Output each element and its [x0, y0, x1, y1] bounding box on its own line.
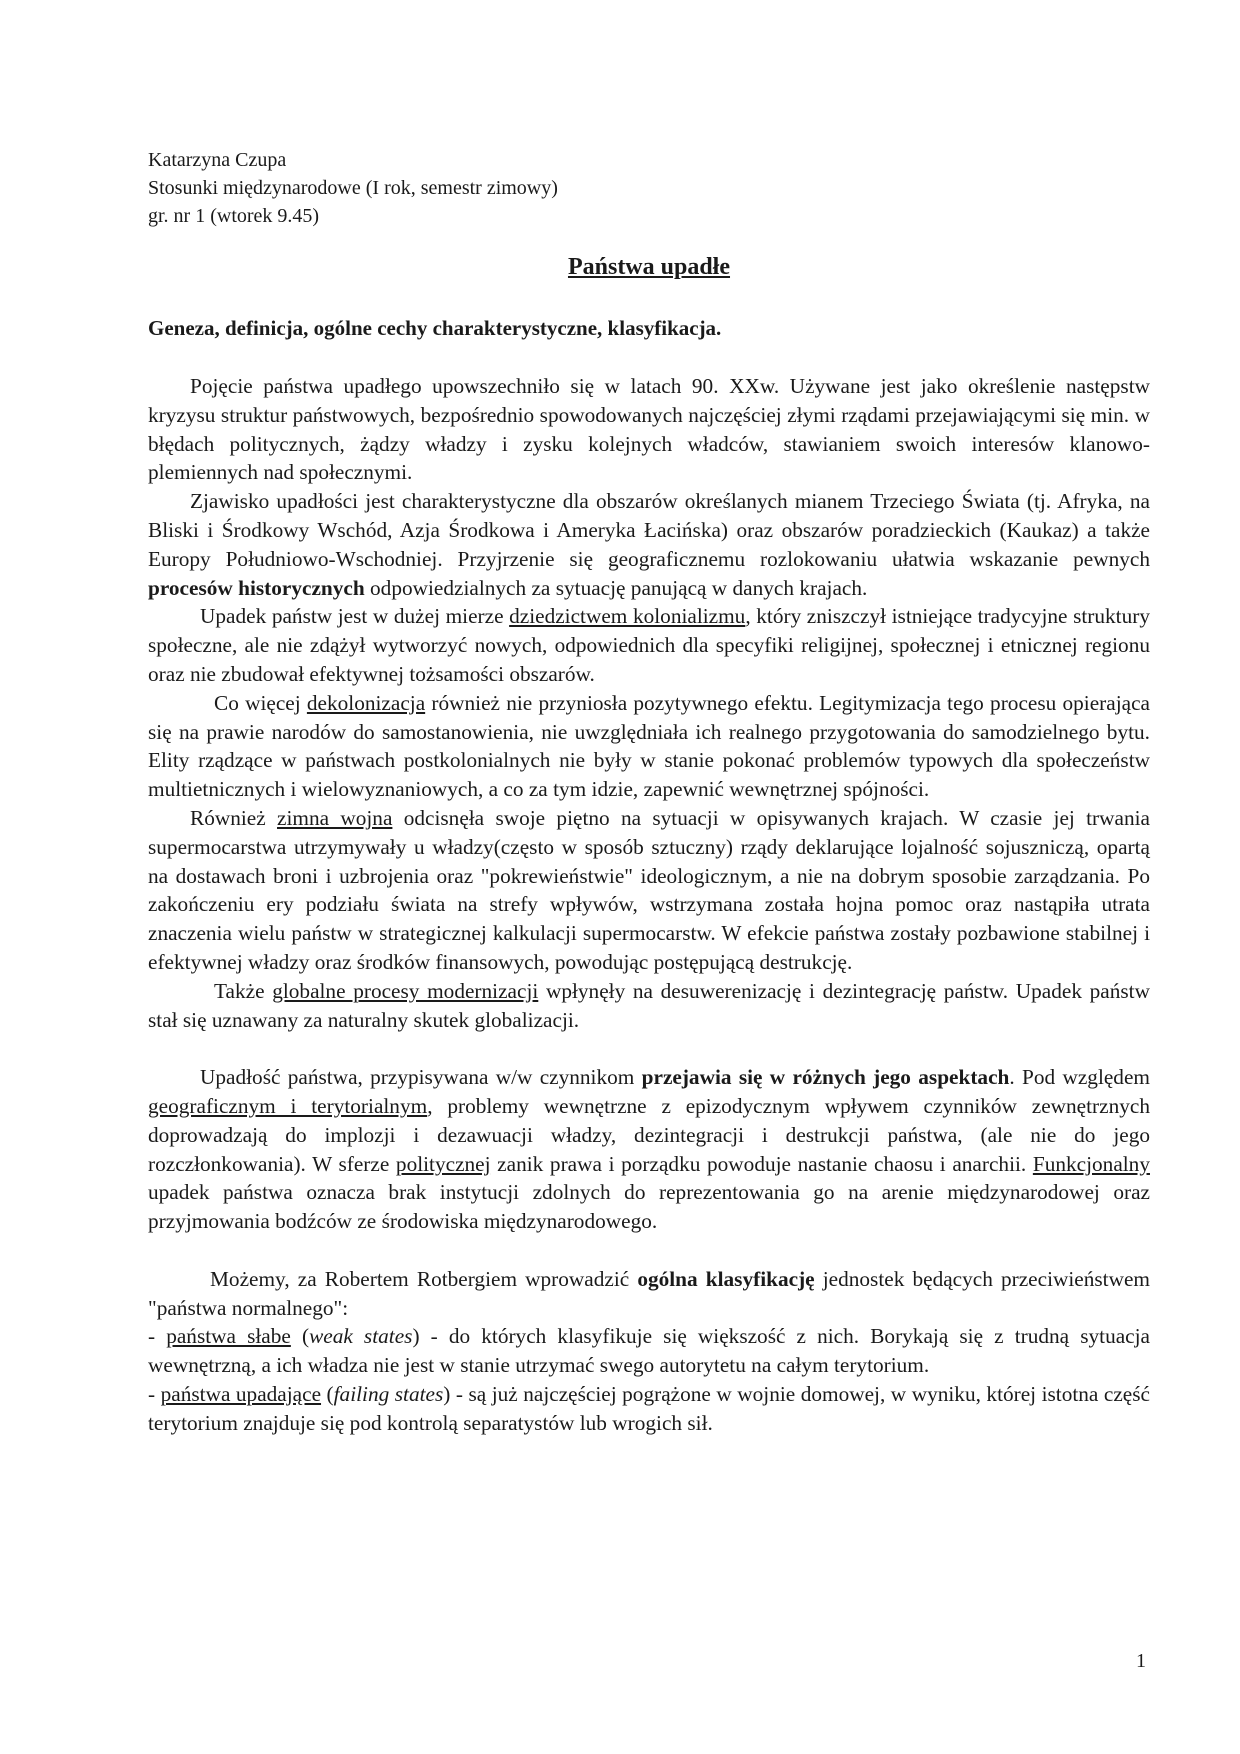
bold-term: przejawia się w różnych jego aspektach [641, 1065, 1010, 1090]
paragraph-8: Możemy, za Robertem Rotbergiem wprowadzić ogólna klasyfikację jednostek będących przeciwieństwem "państwa normalnego": [148, 1266, 1150, 1320]
paragraph-1: Pojęcie państwa upadłego upowszechniło się w latach 90. XXw. Używane jest jako określenie następstw kryzysu struktur państwowych, bezpośrednio spowodowanych najczęściej złymi rządami przejawiającymi się min. w błędach politycznych, żądzy władzy i zysku kolejnych władców, stawianiem swoich interesów klanowo-plemiennych nad społecznymi. [148, 374, 1150, 485]
list-item-failing-states: - państwa upadające (failing states) - są już najczęściej pogrążone w wojnie domowej, w wyniku, której istotna część terytorium znajduje się pod kontrolą separatystów lub wrogich sił. [148, 1381, 1150, 1435]
document-title: Państwa upadłe [567, 254, 731, 280]
italic-term: weak states [309, 1324, 413, 1349]
paragraph-3: Upadek państw jest w dużej mierze dziedzictwem kolonializmu, który zniszczył istniejące tradycyjne struktury społeczne, ale nie zdążył wytworzyć nowych, odpowiednich dla specyfiki religijnej, społecznej i etnicznej regionu oraz nie zbudował efektywnej tożsamości obszarów. [148, 604, 1150, 686]
bold-term: procesów historycznych [148, 575, 365, 600]
italic-term: failing states [333, 1381, 444, 1406]
document-body [148, 372, 1150, 1437]
document-page [148, 146, 1150, 1437]
paragraph-2: Zjawisko upadłości jest charakterystyczne dla obszarów określanych mianem Trzeciego Świata (tj. Afryka, na Bliski i Środkowy Wschód, Azja Środkowa i Ameryka Łacińska) oraz obszarów poradzieckich (Kaukaz) a także Europy Południowo-Wschodniej. Przyjrzenie się geograficznemu rozlokowaniu ułatwia wskazanie pewnych procesów historycznych odpowiedzialnych za sytuację panującą w danych krajach. [148, 489, 1150, 600]
underlined-term: państwa słabe [166, 1324, 291, 1349]
underlined-term: dekolonizacja [306, 690, 426, 715]
bold-term: ogólna klasyfikację [637, 1266, 815, 1291]
paragraph-6: Także globalne procesy modernizacji wpłynęły na desuwerenizację i dezintegrację państw. Upadek państw stał się uznawany za naturalny skutek globalizacji. [148, 978, 1150, 1032]
underlined-term: politycznej [395, 1151, 491, 1176]
section-heading: Geneza, definicja, ogólne cechy charakterystyczne, klasyfikacja. [148, 316, 722, 340]
underlined-term: globalne procesy modernizacji [272, 978, 539, 1003]
paragraph-7: Upadłość państwa, przypisywana w/w czynnikom przejawia się w różnych jego aspektach. Pod względem geograficznym i terytorialnym, problemy wewnętrzne z epizodycznym wpływem czynników zewnętrznych doprowadzają do implozji i dezawuacji władzy, dezintegracji i destrukcji państwa, (ale nie do jego rozczłonkowania). W sferze politycznej zanik prawa i porządku powoduje nastanie chaosu i anarchii. Funkcjonalny upadek państwa oznacza brak instytucji zdolnych do reprezentowania go na arenie międzynarodowej oraz przyjmowania bodźców ze środowiska międzynarodowego. [148, 1065, 1150, 1234]
underlined-term: geograficznym i terytorialnym [148, 1093, 428, 1118]
underlined-term: Funkcjonalny [1032, 1151, 1150, 1176]
course-info: Stosunki międzynarodowe (I rok, semestr zimowy) [148, 177, 558, 199]
underlined-term: dziedzictwem kolonializmu [509, 604, 746, 629]
group-info: gr. nr 1 (wtorek 9.45) [148, 205, 320, 227]
page-number: 1 [1136, 1650, 1146, 1672]
underlined-term: państwa upadające [160, 1381, 322, 1406]
author-name: Katarzyna Czupa [148, 149, 287, 171]
paragraph-5: Również zimna wojna odcisnęła swoje piętno na sytuacji w opisywanych krajach. W czasie jej trwania supermocarstwa utrzymywały u władzy(często w sposób sztuczny) rządy deklarujące lojalność sojuszniczą, opartą na dostawach broni i uzbrojenia oraz "pokrewieństwie" ideologicznym, a nie na dobrym sposobie zarządzania. Po zakończeniu ery podziału świata na strefy wpływów, wstrzymana została hojna pomoc oraz nastąpiła utrata znaczenia wielu państw w strategicznej kalkulacji supermocarstw. W efekcie państwa zostały pozbawione stabilnej i efektywnej władzy oraz środków finansowych, powodując postępującą destrukcję. [148, 805, 1150, 974]
paragraph-4: Co więcej dekolonizacja również nie przyniosła pozytywnego efektu. Legitymizacja tego procesu opierająca się na prawie narodów do samostanowienia, nie uwzględniała ich realnego przygotowania do samodzielnego bytu. Elity rządzące w państwach postkolonialnych nie były w stanie pokonać problemów typowych dla społeczeństw multietnicznych i wielowyznaniowych, a co za tym idzie, zapewnić wewnętrznej spójności. [148, 690, 1151, 802]
list-item-weak-states: - państwa słabe (weak states) - do których klasyfikuje się większość z nich. Borykają się z trudną sytuacja wewnętrzną, a ich władza nie jest w stanie utrzymać swego autorytetu na całym terytorium. [148, 1324, 1150, 1378]
underlined-term: zimna wojna [277, 805, 393, 830]
